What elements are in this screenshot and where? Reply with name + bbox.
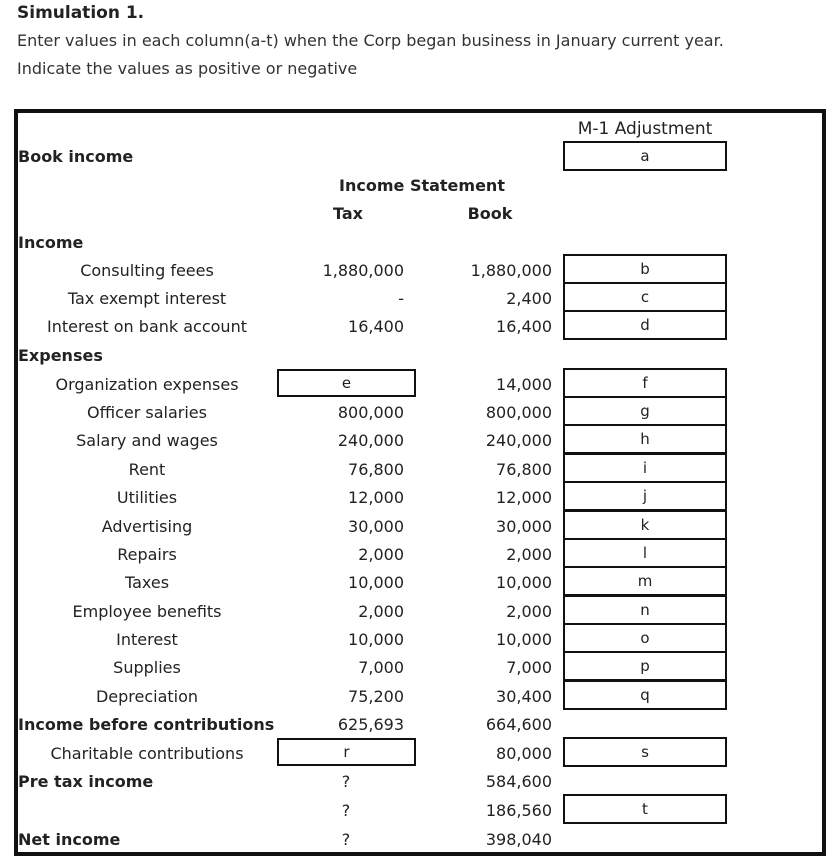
m1-input-l[interactable]: l bbox=[563, 538, 727, 568]
tax-value-rent: 76,800 bbox=[348, 460, 404, 479]
book-value-supplies: 7,000 bbox=[506, 658, 552, 677]
tax-value-interest: 10,000 bbox=[348, 630, 404, 649]
tax-value-repairs: 2,000 bbox=[358, 545, 404, 564]
instruction-line-1: Enter values in each column(a-t) when the Corp began business in January current year. bbox=[17, 31, 724, 50]
m1-input-q[interactable]: q bbox=[563, 680, 727, 710]
book-value-interest: 10,000 bbox=[496, 630, 552, 649]
expenses-bracket bbox=[16, 344, 18, 366]
tax-value-income-before-contributions: 625,693 bbox=[337, 715, 404, 734]
m1-input-t[interactable]: t bbox=[563, 794, 727, 824]
row-label-income-before-contributions: Income before contributions bbox=[18, 715, 275, 734]
row-label-employee-benefits: Employee benefits bbox=[72, 602, 222, 621]
tax-value-salary-wages: 240,000 bbox=[337, 431, 404, 450]
row-label-organization-expenses: Organization expenses bbox=[55, 375, 239, 394]
row-label-officer-salaries: Officer salaries bbox=[87, 403, 207, 422]
row-label-interest: Interest bbox=[116, 630, 178, 649]
m1-input-k[interactable]: k bbox=[563, 510, 727, 540]
row-label-interest-bank: Interest on bank account bbox=[47, 317, 247, 336]
tax-value-tax-exempt-interest: - bbox=[398, 289, 404, 308]
page-title: Simulation 1. bbox=[17, 3, 145, 23]
tax-column-header: Tax bbox=[333, 204, 363, 223]
m1-input-p[interactable]: p bbox=[563, 651, 727, 681]
tax-value-advertising: 30,000 bbox=[348, 517, 404, 536]
m1-input-j[interactable]: j bbox=[563, 481, 727, 511]
book-value-repairs: 2,000 bbox=[506, 545, 552, 564]
m1-input-n[interactable]: n bbox=[563, 595, 727, 625]
tax-value-depreciation: 75,200 bbox=[348, 687, 404, 706]
book-value-income-tax: 186,560 bbox=[485, 801, 552, 820]
row-label-supplies: Supplies bbox=[113, 658, 181, 677]
book-value-pre-tax-income: 584,600 bbox=[485, 772, 552, 791]
book-value-interest-bank: 16,400 bbox=[496, 317, 552, 336]
m1-input-o[interactable]: o bbox=[563, 623, 727, 653]
m1-input-s[interactable]: s bbox=[563, 737, 727, 767]
row-label-pre-tax-income: Pre tax income bbox=[18, 772, 154, 791]
row-label-net-income: Net income bbox=[18, 830, 121, 849]
book-value-officer-salaries: 800,000 bbox=[485, 403, 552, 422]
instruction-line-2: Indicate the values as positive or negative bbox=[17, 59, 358, 78]
book-value-depreciation: 30,400 bbox=[496, 687, 552, 706]
row-label-utilities: Utilities bbox=[116, 488, 178, 507]
book-value-organization-expenses: 14,000 bbox=[496, 375, 552, 394]
m1-input-d[interactable]: d bbox=[563, 310, 727, 340]
m1-input-i[interactable]: i bbox=[563, 453, 727, 483]
row-label-repairs: Repairs bbox=[117, 545, 177, 564]
book-value-rent: 76,800 bbox=[496, 460, 552, 479]
worksheet bbox=[14, 109, 826, 856]
book-value-utilities: 12,000 bbox=[496, 488, 552, 507]
tax-value-officer-salaries: 800,000 bbox=[337, 403, 404, 422]
income-bracket bbox=[16, 231, 18, 253]
tax-value-consulting-fees: 1,880,000 bbox=[322, 261, 404, 280]
book-value-taxes: 10,000 bbox=[496, 573, 552, 592]
row-label-rent: Rent bbox=[128, 460, 166, 479]
m1-input-a[interactable]: a bbox=[563, 141, 727, 171]
book-value-salary-wages: 240,000 bbox=[485, 431, 552, 450]
m1-input-m[interactable]: m bbox=[563, 566, 727, 596]
book-value-employee-benefits: 2,000 bbox=[506, 602, 552, 621]
m1-input-c[interactable]: c bbox=[563, 282, 727, 312]
tax-value-employee-benefits: 2,000 bbox=[358, 602, 404, 621]
book-value-consulting-fees: 1,880,000 bbox=[470, 261, 552, 280]
m1-input-f[interactable]: f bbox=[563, 368, 727, 398]
income-statement-label: Income Statement bbox=[339, 176, 505, 195]
tax-value-pre-tax-income: ? bbox=[341, 772, 351, 791]
tax-value-net-income: ? bbox=[341, 830, 351, 849]
row-label-tax-exempt-interest: Tax exempt interest bbox=[67, 289, 227, 308]
row-label-charitable-contributions: Charitable contributions bbox=[50, 744, 244, 763]
m1-adjustment-header: M-1 Adjustment bbox=[577, 119, 713, 139]
tax-value-income-tax: ? bbox=[341, 801, 351, 820]
tax-value-taxes: 10,000 bbox=[348, 573, 404, 592]
m1-input-g[interactable]: g bbox=[563, 396, 727, 426]
tax-value-supplies: 7,000 bbox=[358, 658, 404, 677]
row-label-depreciation: Depreciation bbox=[95, 687, 199, 706]
m1-input-h[interactable]: h bbox=[563, 424, 727, 454]
row-label-consulting-fees: Consulting feees bbox=[80, 261, 214, 280]
book-income-label: Book income bbox=[18, 147, 134, 166]
book-value-income-before-contributions: 664,600 bbox=[485, 715, 552, 734]
income-section-label: Income bbox=[18, 233, 84, 252]
book-value-charitable-contributions: 80,000 bbox=[496, 744, 552, 763]
book-value-net-income: 398,040 bbox=[485, 830, 552, 849]
m1-input-b[interactable]: b bbox=[563, 254, 727, 284]
tax-value-interest-bank: 16,400 bbox=[348, 317, 404, 336]
tax-value-utilities: 12,000 bbox=[348, 488, 404, 507]
book-column-header: Book bbox=[467, 204, 513, 223]
row-label-taxes: Taxes bbox=[124, 573, 170, 592]
expenses-section-label: Expenses bbox=[18, 346, 103, 365]
tax-input-r[interactable]: r bbox=[277, 738, 416, 766]
row-label-advertising: Advertising bbox=[101, 517, 193, 536]
book-value-tax-exempt-interest: 2,400 bbox=[506, 289, 552, 308]
tax-input-e[interactable]: e bbox=[277, 369, 416, 397]
row-label-salary-wages: Salary and wages bbox=[76, 431, 218, 450]
book-value-advertising: 30,000 bbox=[496, 517, 552, 536]
